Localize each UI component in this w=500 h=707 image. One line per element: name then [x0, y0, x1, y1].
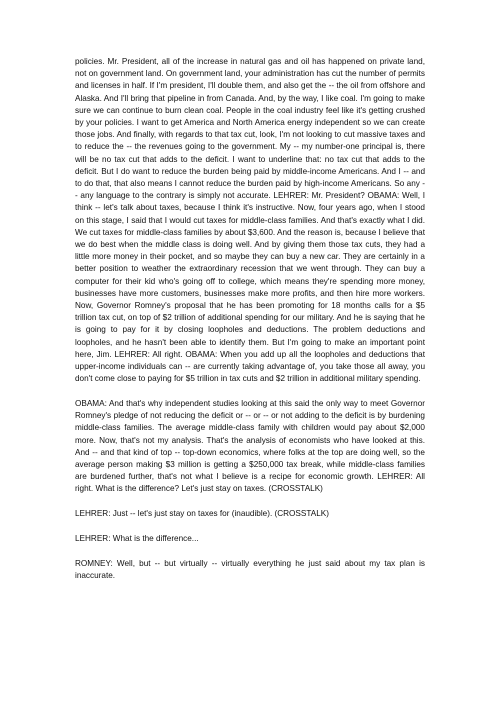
transcript-body	[75, 56, 425, 594]
paragraph-romney-inaccurate: ROMNEY: Well, but -- but virtually -- virtually everything he just said about my tax plan is inaccurate.	[75, 558, 425, 580]
paragraph-lehrer-difference: LEHRER: What is the difference...	[75, 533, 199, 543]
paragraph-obama-independent-studies: OBAMA: And that's why independent studies looking at this said the only way to meet Governor Romney's pledge of not reducing the deficit or -- or -- or not adding to the deficit is by burdening middle-class families. The average middle-class family with children would pay about $2,000 more. Now, that's not my analysis. That's the analysis of economists who have looked at this. And -- and that kind of top -- top-down economics, where folks at the top are doing well, so the average person making $3 million is getting a $250,000 tax break, while middle-class families are burdened further, that's not what I believe is a recipe for economic growth. LEHRER: All right. What is the difference? Let's just stay on taxes. (CROSSTALK)	[75, 398, 425, 494]
paragraph-lehrer-stay-on-taxes: LEHRER: Just -- let's just stay on taxes for (inaudible). (CROSSTALK)	[75, 509, 329, 519]
paragraph-romney-policies: policies. Mr. President, all of the increase in natural gas and oil has happened on private land, not on government land. On government land, your administration has cut the number of permits and licenses in half. If I'm president, I'll double them, and also get the -- the oil from offshore and Alaska. And I'll bring that pipeline in from Canada. And, by the way, I like coal. I'm going to make sure we can continue to burn clean coal. People in the coal industry feel like it's getting crushed by your policies. I want to get America and North America energy independent so we can create those jobs. And finally, with regards to that tax cut, look, I'm not looking to cut massive taxes and to reduce the -- the revenues going to the government. My -- my number-one principal is, there will be no tax cut that adds to the deficit. I want to underline that: no tax cut that adds to the deficit. But I do want to reduce the burden being paid by middle-income Americans. And I -- and to do that, that also means I cannot reduce the burden paid by high-income Americans. So any -- any language to the contrary is simply not accurate. LEHRER: Mr. President? OBAMA: Well, I think -- let's talk about taxes, because I think it's instructive. Now, four years ago, when I stood on this stage, I said that I would cut taxes for middle-class families. And that's exactly what I did. We cut taxes for middle-class families by about $3,600. And the reason is, because I believe that we do best when the middle class is doing well. And by giving them those tax cuts, they had a little more money in their pocket, and so maybe they can buy a new car. They are certainly in a better position to weather the extraordinary recession that we went through. They can buy a computer for their kid who's going off to college, which means they're spending more money, businesses have more customers, businesses make more profits, and then hire more workers. Now, Governor Romney's proposal that he has been promoting for 18 months calls for a $5 trillion tax cut, on top of $2 trillion of additional spending for our military. And he is saying that he is going to pay for it by closing loopholes and deductions. The problem deductions and loopholes, and he hasn't been able to identify them. But I'm going to make an important point here, Jim. LEHRER: All right. OBAMA: When you add up all the loopholes and deductions that upper-income individuals can -- are currently taking advantage of, you take those all away, you don't come close to paying for $5 trillion in tax cuts and $2 trillion in additional military spending.	[75, 57, 425, 384]
